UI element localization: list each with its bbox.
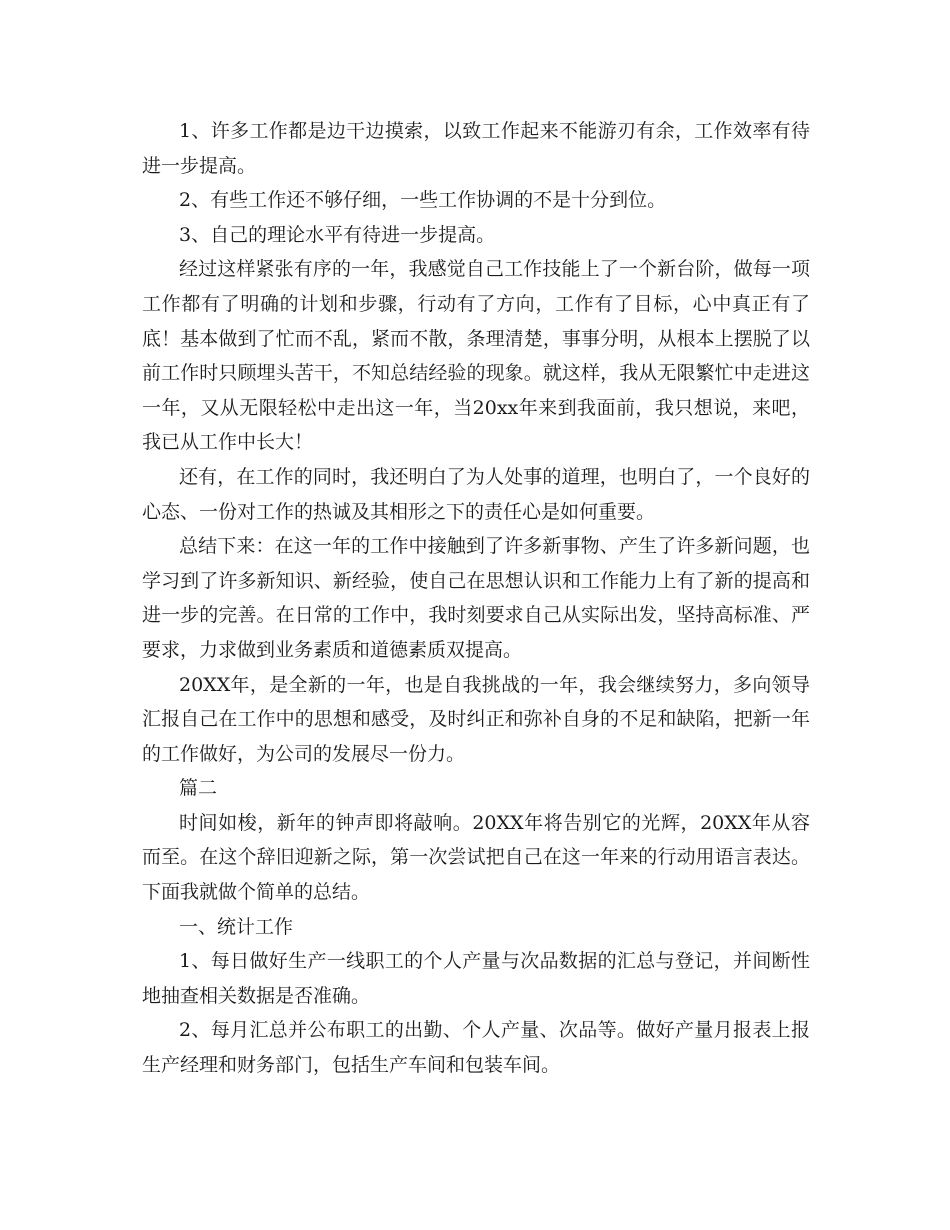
section-heading-statistics: 一、统计工作 — [179, 915, 294, 938]
section-heading-part-two: 篇二 — [179, 777, 218, 800]
paragraph-item-2: 2、有些工作还不够仔细，一些工作协调的不是十分到位。 — [179, 189, 667, 212]
paragraph-conclusion: 总结下来：在这一年的工作中接触到了许多新事物、产生了许多新问题，也学习到了许多新知识、新经验，使自己在思想认识和工作能力上有了新的提高和进一步的完善。在日常的工作中，我时刻要求自己从实际出发，坚持高标准、严要求，力求做到业务素质和道德素质双提高。 — [142, 535, 810, 661]
paragraph-item-1: 1、许多工作都是边干边摸索，以致工作起来不能游刃有余，工作效率有待进一步提高。 — [142, 120, 810, 177]
paragraph-new-year: 20XX年，是全新的一年，也是自我挑战的一年，我会继续努力，多向领导汇报自己在工作中的思想和感受，及时纠正和弥补自身的不足和缺陷，把新一年的工作做好，为公司的发展尽一份力。 — [142, 673, 810, 765]
paragraph-summary-growth: 经过这样紧张有序的一年，我感觉自己工作技能上了一个新台阶，做每一项工作都有了明确的计划和步骤，行动有了方向，工作有了目标，心中真正有了底！基本做到了忙而不乱，紧而不散，条理清楚，事事分明，从根本上摆脱了以前工作时只顾埋头苦干，不知总结经验的现象。就这样，我从无限繁忙中走进这一年，又从无限轻松中走出这一年，当20xx年来到我面前，我只想说，来吧，我已从工作中长大！ — [142, 258, 810, 454]
paragraph-stat-item-1: 1、每日做好生产一线职工的个人产量与次品数据的汇总与登记，并间断性地抽查相关数据是否准确。 — [142, 950, 810, 1007]
document-body — [142, 114, 810, 1083]
paragraph-stat-item-2: 2、每月汇总并公布职工的出勤、个人产量、次品等。做好产量月报表上报生产经理和财务部门，包括生产车间和包装车间。 — [142, 1019, 810, 1077]
paragraph-item-3: 3、自己的理论水平有待进一步提高。 — [179, 223, 496, 246]
paragraph-intro-part-two: 时间如梭，新年的钟声即将敲响。20XX年将告别它的光辉，20XX年从容而至。在这个辞旧迎新之际，第一次尝试把自己在这一年来的行动用语言表达。下面我就做个简单的总结。 — [142, 811, 810, 904]
paragraph-attitude: 还有，在工作的同时，我还明白了为人处事的道理，也明白了，一个良好的心态、一份对工作的热诚及其相形之下的责任心是如何重要。 — [142, 465, 810, 523]
